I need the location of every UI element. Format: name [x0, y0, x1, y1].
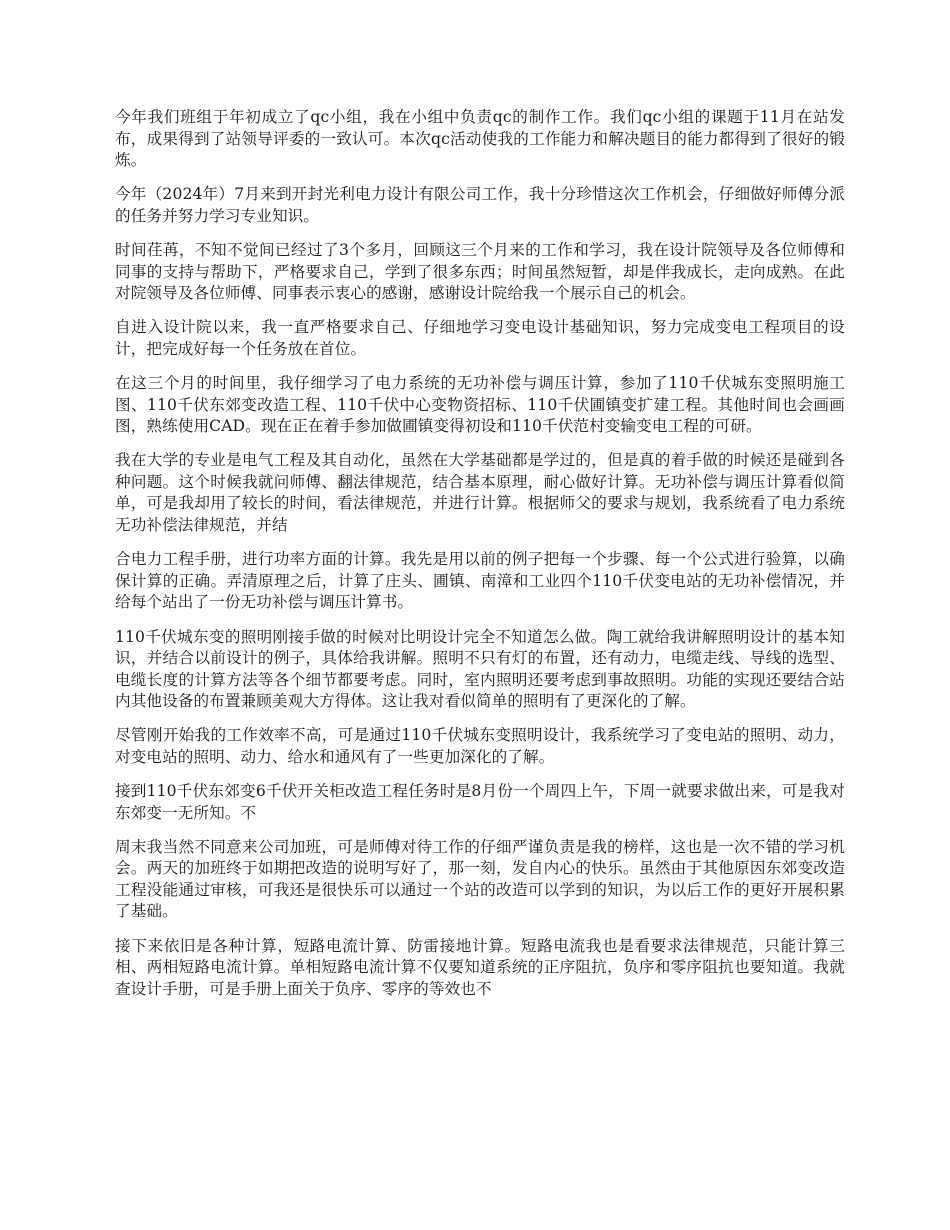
paragraph-8: 110千伏城东变的照明刚接手做的时候对比明设计完全不知道怎么做。陶工就给我讲解照明设计的基本知识，并结合以前设计的例子，具体给我讲解。照明不只有灯的布置，还有动力，电缆走线、导线的选型、电缆长度的计算方法等各个细节都要考虑。同时，室内照明还要考虑到事故照明。功能的实现还要结合站内其他设备的布置兼顾美观大方得体。这让我对看似简单的照明有了更深化的了解。 [115, 627, 845, 711]
paragraph-9: 尽管刚开始我的工作效率不高，可是通过110千伏城东变照明设计，我系统学习了变电站的照明、动力，对变电站的照明、动力、给水和通风有了一些更加深化的了解。 [115, 726, 845, 766]
paragraph-7: 合电力工程手册，进行功率方面的计算。我先是用以前的例子把每一个步骤、每一个公式进行验算，以确保计算的正确。弄清原理之后，计算了庄头、圃镇、南漳和工业四个110千伏变电站的无功补偿情况，并给每个站出了一份无功补偿与调压计算书。 [115, 550, 845, 612]
paragraph-5: 在这三个月的时间里，我仔细学习了电力系统的无功补偿与调压计算，参加了110千伏城东变照明施工图、110千伏东郊变改造工程、110千伏中心变物资招标、110千伏圃镇变扩建工程。其他时间也会画画图，熟练使用CAD。现在正在着手参加做圃镇变得初设和110千伏范村变输变电工程的可研。 [115, 374, 845, 436]
paragraph-2: 今年（2024年）7月来到开封光利电力设计有限公司工作，我十分珍惜这次工作机会，仔细做好师傅分派的任务并努力学习专业知识。 [115, 185, 845, 225]
paragraph-12: 接下来依旧是各种计算，短路电流计算、防雷接地计算。短路电流我也是看要求法律规范，只能计算三相、两相短路电流计算。单相短路电流计算不仅要知道系统的正序阻抗，负序和零序阻抗也要知道。我就查设计手册，可是手册上面关于负序、零序的等效也不 [115, 936, 845, 998]
paragraph-6: 我在大学的专业是电气工程及其自动化，虽然在大学基础都是学过的，但是真的着手做的时候还是碰到各种问题。这个时候我就问师傅、翻法律规范，结合基本原理，耐心做好计算。无功补偿与调压计算看似简单，可是我却用了较长的时间，看法律规范，并进行计算。根据师父的要求与规划，我系统看了电力系统无功补偿法律规范，并结 [115, 451, 845, 534]
document-page [115, 107, 845, 1013]
paragraph-11: 周末我当然不同意来公司加班，可是师傅对待工作的仔细严谨负责是我的榜样，这也是一次不错的学习机会。两天的加班终于如期把改造的说明写好了，那一刻，发自内心的快乐。虽然由于其他原因东郊变改造工程没能通过审核，可我还是很快乐可以通过一个站的改造可以学到的知识，为以后工作的更好开展积累了基础。 [115, 837, 845, 921]
paragraph-4: 自进入设计院以来，我一直严格要求自己、仔细地学习变电设计基础知识，努力完成变电工程项目的设计，把完成好每一个任务放在首位。 [115, 318, 845, 358]
paragraph-3: 时间荏苒，不知不觉间已经过了3个多月，回顾这三个月来的工作和学习，我在设计院领导及各位师傅和同事的支持与帮助下，严格要求自己，学到了很多东西；时间虽然短暂，却是伴我成长，走向成熟。在此对院领导及各位师傅、同事表示衷心的感谢，感谢设计院给我一个展示自己的机会。 [115, 241, 845, 303]
paragraph-10: 接到110千伏东郊变6千伏开关柜改造工程任务时是8月份一个周四上午，下周一就要求做出来，可是我对东郊变一无所知。不 [115, 782, 845, 822]
paragraph-1: 今年我们班组于年初成立了qc小组，我在小组中负责qc的制作工作。我们qc小组的课题于11月在站发布，成果得到了站领导评委的一致认可。本次qc活动使我的工作能力和解决题目的能力都得到了很好的锻炼。 [115, 108, 845, 169]
